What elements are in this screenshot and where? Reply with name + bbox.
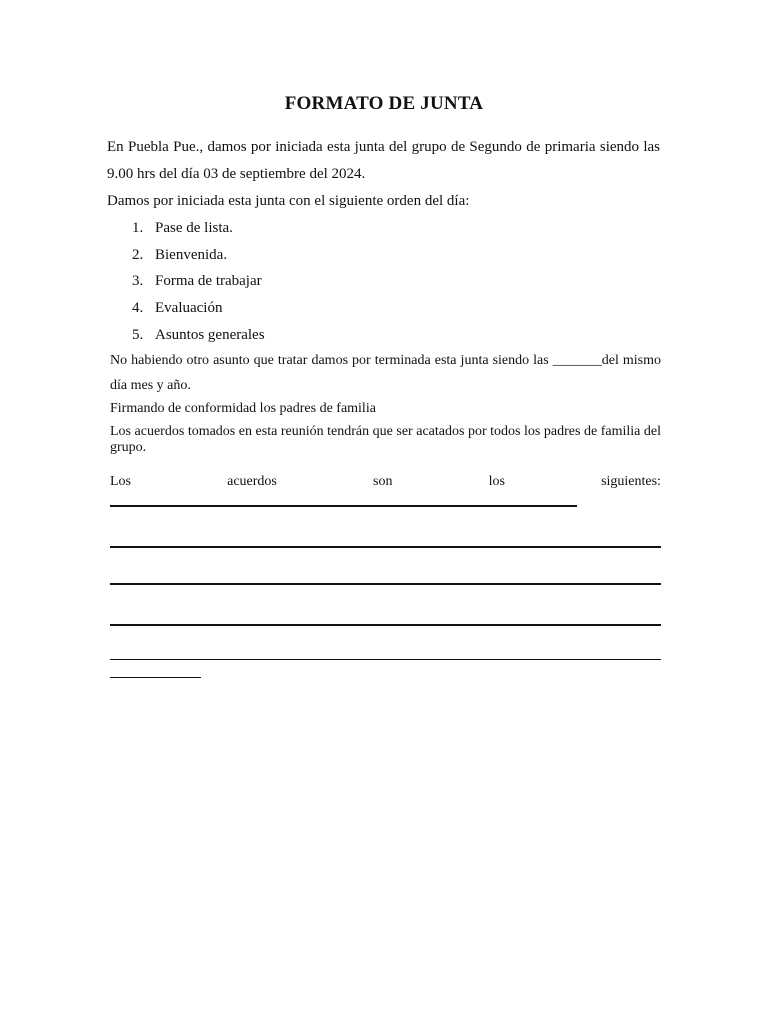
agenda-item bbox=[132, 268, 265, 295]
agreements-heading-word: Los bbox=[110, 474, 131, 489]
agenda-item-number: 5. bbox=[132, 326, 144, 343]
agenda-item bbox=[132, 322, 265, 349]
agreements-heading bbox=[110, 474, 661, 490]
agenda-item-number: 4. bbox=[132, 300, 144, 317]
agenda-item-text: Forma de trabajar bbox=[155, 273, 262, 290]
blank-line bbox=[110, 505, 577, 507]
agreements-heading-word: acuerdos bbox=[227, 474, 277, 489]
agreements-heading-word: son bbox=[373, 474, 393, 489]
agreements-heading-word: los bbox=[488, 474, 505, 489]
agenda-item-text: Pase de lista. bbox=[155, 220, 233, 236]
blank-line bbox=[110, 583, 661, 585]
agenda-item-text: Evaluación bbox=[155, 300, 223, 317]
document-title: FORMATO DE JUNTA bbox=[284, 93, 484, 114]
agreements-note: Los acuerdos tomados en esta reunión tendrán que ser acatados por todos los padres de familia del grupo. bbox=[110, 424, 661, 455]
agreements-heading-word: siguientes: bbox=[601, 474, 661, 489]
intro-paragraph: En Puebla Pue., damos por iniciada esta junta del grupo de Segundo de primaria siendo las 9.00 hrs del día 03 de septiembre del 2024. bbox=[107, 139, 660, 182]
closing-paragraph: No habiendo otro asunto que tratar damos por terminada esta junta siendo las _______del mismo día mes y año. bbox=[110, 353, 661, 393]
agenda-item bbox=[132, 215, 265, 242]
blank-line bbox=[110, 659, 661, 660]
agenda-item-number: 3. bbox=[132, 273, 144, 290]
blank-line bbox=[110, 624, 661, 626]
agenda-item-number: 2. bbox=[132, 246, 144, 263]
blank-line bbox=[110, 546, 661, 548]
agenda-item bbox=[132, 295, 265, 322]
agenda-item-text: Bienvenida. bbox=[155, 246, 228, 263]
blank-line bbox=[110, 677, 201, 678]
agenda-item bbox=[132, 242, 265, 269]
agenda-list bbox=[132, 215, 265, 349]
signature-note: Firmando de conformidad los padres de familia bbox=[110, 401, 376, 416]
agenda-item-number: 1. bbox=[132, 220, 144, 236]
agenda-item-text: Asuntos generales bbox=[155, 326, 265, 343]
agenda-intro: Damos por iniciada esta junta con el siguiente orden del día: bbox=[107, 193, 470, 209]
